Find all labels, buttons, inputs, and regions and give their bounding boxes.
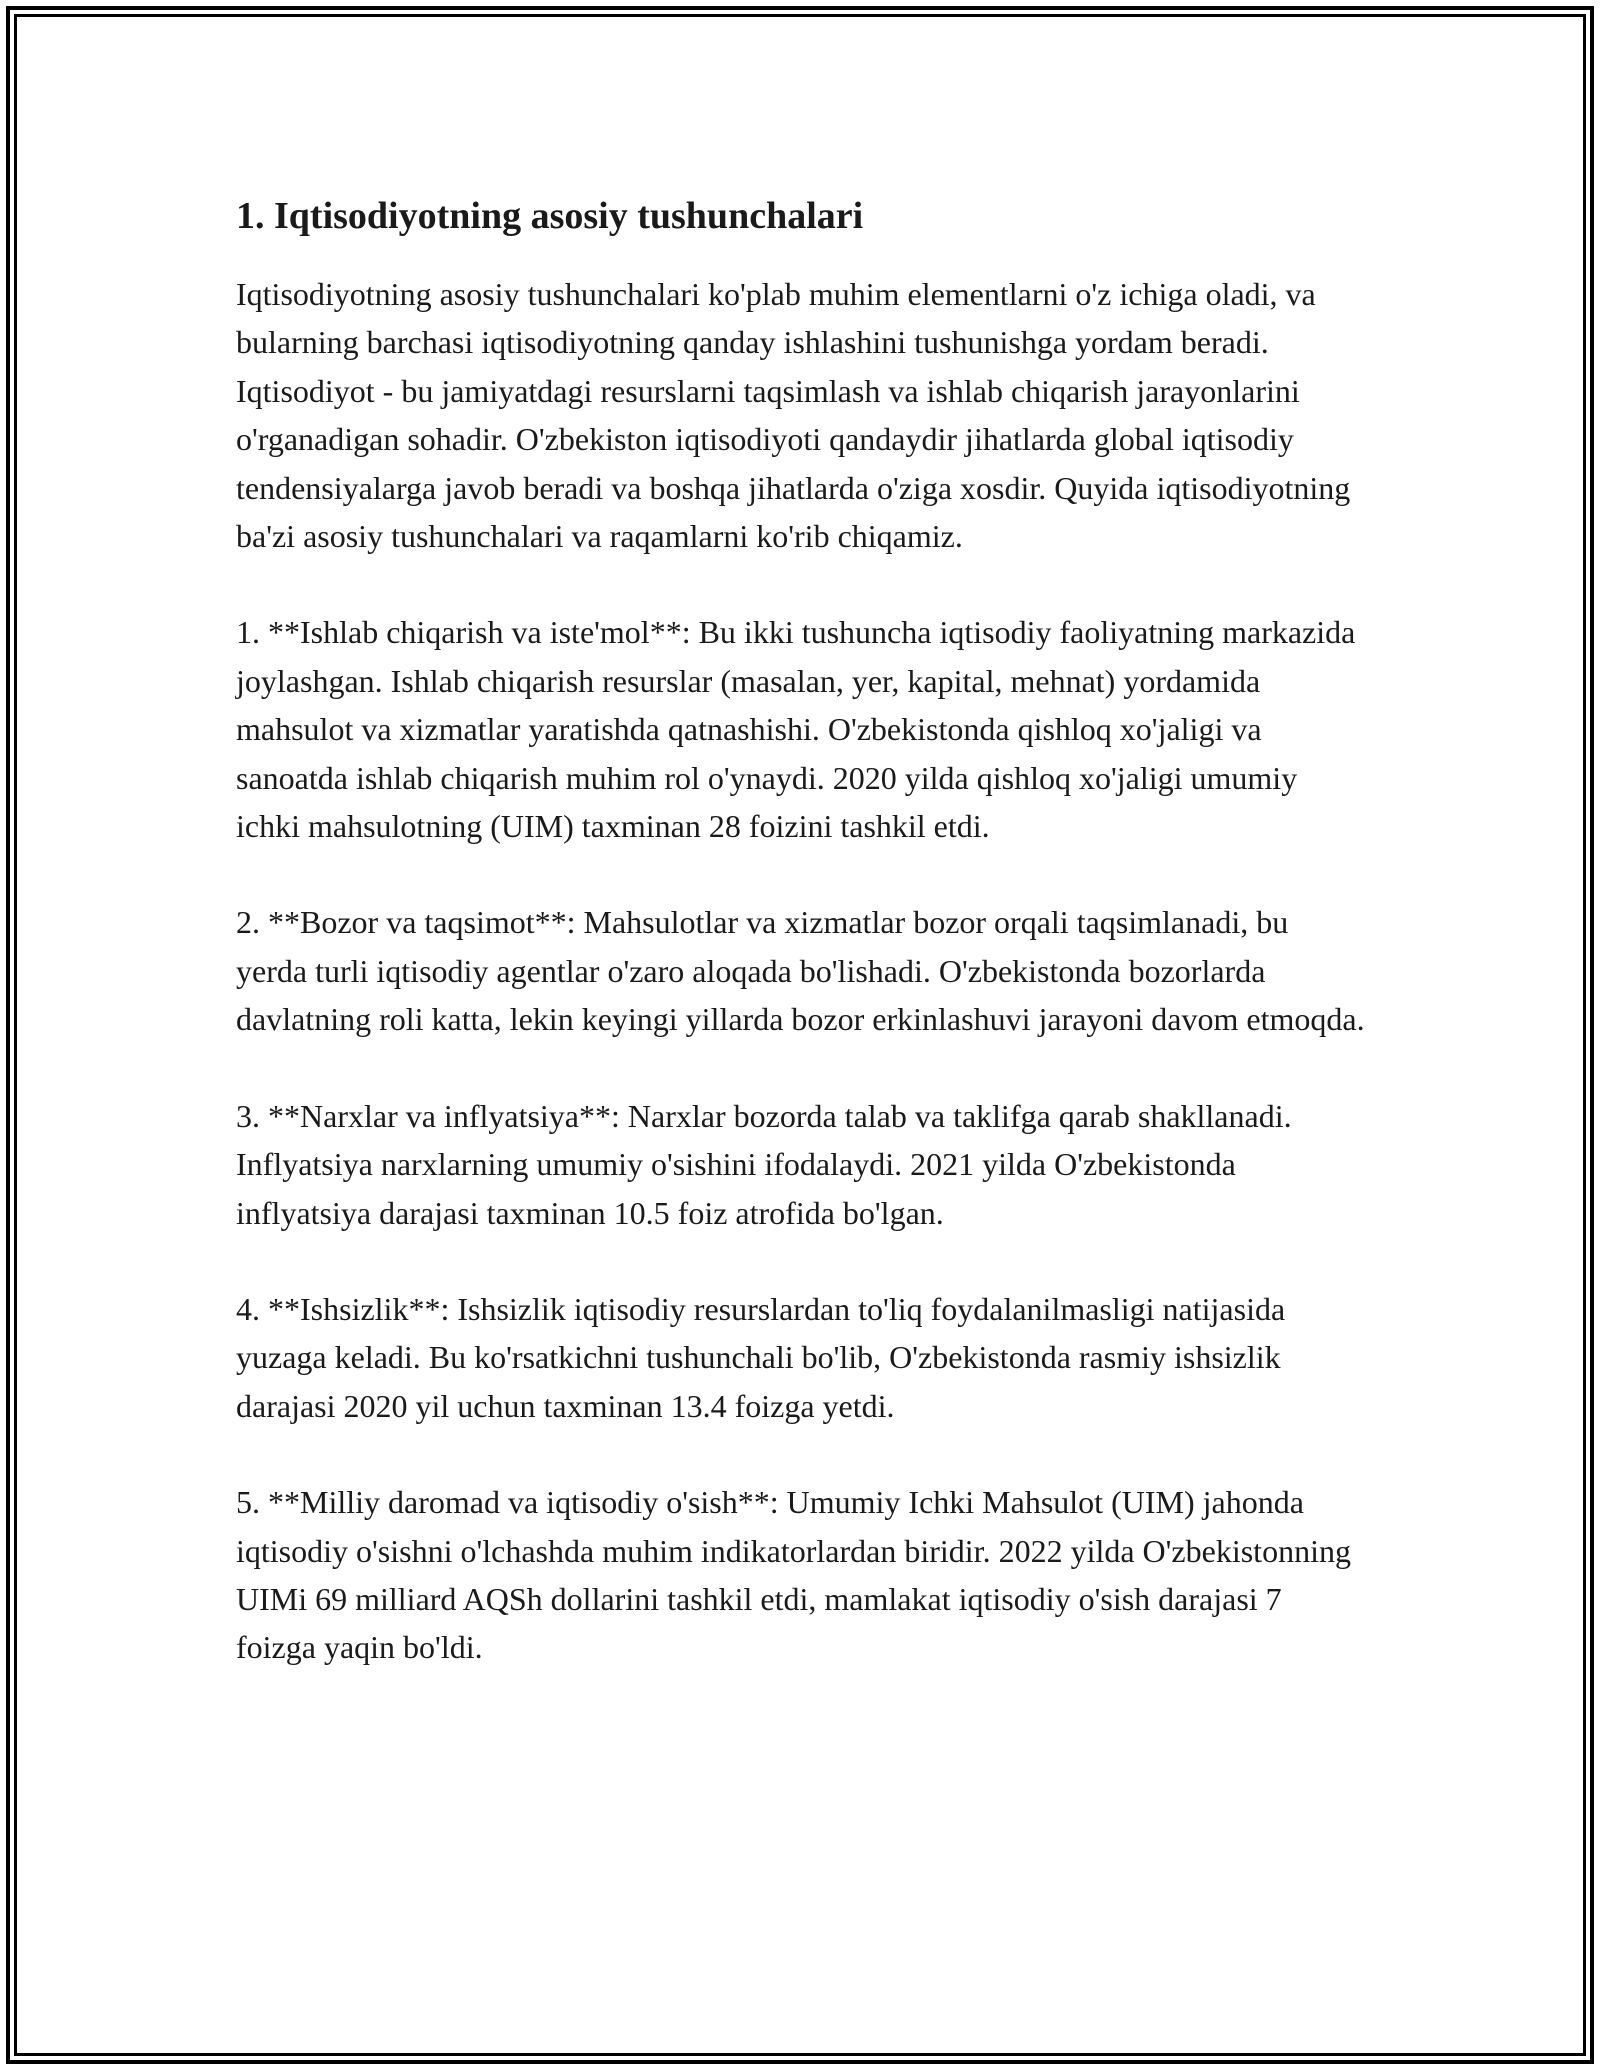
list-item-market-distribution: 2. **Bozor va taqsimot**: Mahsulotlar va xizmatlar bozor orqali taqsimlanadi, bu yerda turli iqtisodiy agentlar o'zaro aloqada bo'lishadi. O'zbekistonda bozorlarda davlatning roli katta, lekin keyingi yillarda bozor erkinlashuvi jarayoni davom etmoqda. xyxy=(236,904,1365,1038)
intro-paragraph: Iqtisodiyotning asosiy tushunchalari ko'plab muhim elementlarni o'z ichiga oladi, va bularning barchasi iqtisodiyotning qanday ishlashini tushunishga yordam beradi. Iqtisodiyot - bu jamiyatdagi resurslarni taqsimlash va ishlab chiqarish jarayonlarini o'rganadigan sohadir. O'zbekiston iqtisodiyoti qandaydir jihatlarda global iqtisodiy tendensiyalarga javob beradi va boshqa jihatlarda o'ziga xosdir. Quyida iqtisodiyotning ba'zi asosiy tushunchalari va raqamlarni ko'rib chiqamiz. xyxy=(236,276,1351,555)
section-heading: 1. Iqtisodiyotning asosiy tushunchalari xyxy=(236,195,864,237)
list-item-prices-inflation: 3. **Narxlar va inflyatsiya**: Narxlar bozorda talab va taklifga qarab shakllanadi. Inflyatsiya narxlarning umumiy o'sishini ifodalaydi. 2021 yilda O'zbekistonda inflyatsiya darajasi taxminan 10.5 foiz atrofida bo'lgan. xyxy=(236,1097,1292,1231)
list-item-unemployment: 4. **Ishsizlik**: Ishsizlik iqtisodiy resurslardan to'liq foydalanilmasligi natijasida yuzaga keladi. Bu ko'rsatkichni tushunchali bo'lib, O'zbekistonda rasmiy ishsizlik darajasi 2020 yil uchun taxminan 13.4 foizga yetdi. xyxy=(236,1290,1286,1424)
list-item-national-income-growth: 5. **Milliy daromad va iqtisodiy o'sish**: Umumiy Ichki Mahsulot (UIM) jahonda iqtisodiy o'sishni o'lchashda muhim indikatorlardan biridir. 2022 yilda O'zbekistonning UIMi 69 milliard AQSh dollarini tashkil etdi, mamlakat iqtisodiy o'sish darajasi 7 foizga yaqin bo'ldi. xyxy=(236,1484,1351,1666)
document-body xyxy=(236,188,1366,1720)
list-item-production-consumption: 1. **Ishlab chiqarish va iste'mol**: Bu ikki tushuncha iqtisodiy faoliyatning markazida joylashgan. Ishlab chiqarish resurslar (masalan, yer, kapital, mehnat) yordamida mahsulot va xizmatlar yaratishda qatnashishi. O'zbekistonda qishloq xo'jaligi va sanoatda ishlab chiqarish muhim rol o'ynaydi. 2020 yilda qishloq xo'jaligi umumiy ichki mahsulotning (UIM) taxminan 28 foizini tashkil etdi. xyxy=(236,614,1356,845)
